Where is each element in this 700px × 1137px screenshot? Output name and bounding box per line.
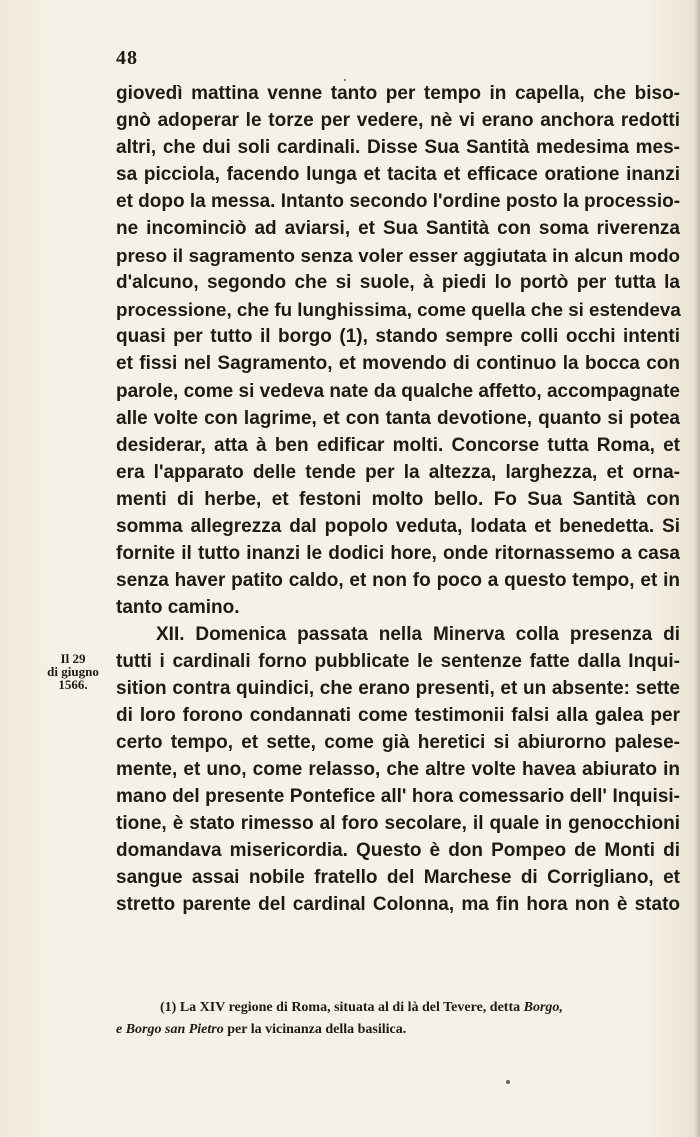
footnote-italic: Borgo, xyxy=(523,1000,563,1015)
text-line: mano del presente Pontefice all' hora comessario dell' Inquisi- xyxy=(116,786,680,808)
text-line: era l'apparato delle tende per la altezza, larghezza, et orna- xyxy=(116,461,680,483)
footnote-text: per la vicinanza della basilica. xyxy=(223,1022,407,1037)
text-line: stretto parente del cardinal Colonna, ma fin hora non è stato xyxy=(116,894,680,916)
text-line: parole, come si vedeva nate da qualche affetto, accompagnate xyxy=(116,380,680,402)
text-line: somma allegrezza dal popolo veduta, lodata et benedetta. Si xyxy=(116,515,680,537)
text-line: fornite il tutto inanzi le dodici hore, onde ritornassemo a casa xyxy=(116,542,680,564)
margin-date-note xyxy=(38,652,108,691)
margin-note-line: 1566. xyxy=(58,677,88,692)
text-line: d'alcuno, segondo che si suole, à piedi lo portò per tutta la xyxy=(116,272,680,294)
margin-note-line: Il 29 xyxy=(60,651,86,666)
text-line: tutti i cardinali forno pubblicate le sentenze fatte dalla Inqui- xyxy=(116,650,680,672)
footnote-line xyxy=(116,1019,680,1041)
text-line: certo tempo, et sette, come già heretici si abiurorno palese- xyxy=(116,732,680,754)
text-line: et dopo la messa. Intanto secondo l'ordine posto la processio- xyxy=(116,191,681,213)
paper-speck xyxy=(344,79,346,81)
text-line: menti di herbe, et festoni molto bello. Fo Sua Santità con xyxy=(116,488,680,510)
text-line: XII. Domenica passata nella Minerva colla presenza di xyxy=(156,623,680,645)
text-line: processione, che fu lunghissima, come quella che si estendeva xyxy=(116,299,681,321)
text-line: altri, che dui soli cardinali. Disse Sua Santità medesima mes- xyxy=(116,137,680,159)
margin-note-line: di giugno xyxy=(47,664,99,679)
text-line: preso il sagramento senza voler esser aggiutata in alcun modo xyxy=(116,245,680,267)
footnote-line xyxy=(116,997,680,1019)
text-line: sangue assai nobile fratello del Marchese di Corrigliano, et xyxy=(116,867,680,889)
footnote xyxy=(116,997,680,1041)
text-line: sa picciola, facendo lunga et tacita et efficace oratione inanzi xyxy=(116,164,680,186)
footnote-italic: e Borgo san Pietro xyxy=(116,1022,224,1037)
text-line: ne incominciò ad aviarsi, et Sua Santità con soma riverenza xyxy=(116,218,680,240)
text-line: mente, et uno, come relasso, che altre volte havea abiurato in xyxy=(116,759,680,781)
footnote-text: (1) La XIV regione di Roma, situata al di là del Tevere, detta xyxy=(160,1000,524,1015)
page-edge-shadow xyxy=(694,0,700,1137)
text-line: desiderar, atta à ben edificar molti. Concorse tutta Roma, et xyxy=(116,434,680,456)
main-text-block xyxy=(116,80,680,918)
text-line: tanto camino. xyxy=(116,596,240,618)
text-line: alle volte con lagrime, et con tanta devotione, quanto si potea xyxy=(116,407,680,429)
text-line: senza haver patito caldo, et non fo poco a questo tempo, et in xyxy=(116,569,680,591)
text-line: tione, è stato rimesso al foro secolare, il quale in genocchioni xyxy=(116,813,680,835)
text-line: domandava misericordia. Questo è don Pompeo de Monti di xyxy=(116,840,680,862)
text-line: quasi per tutto il borgo (1), stando sempre colli occhi intenti xyxy=(116,326,680,348)
text-line: di loro forono condannati come testimonii falsi alla galea per xyxy=(116,705,680,727)
text-line: gnò adoperar le torze per vedere, nè vi erano anchora redotti xyxy=(116,110,680,132)
page-number: 48 xyxy=(116,47,138,69)
paper-speck xyxy=(506,1080,510,1084)
text-line: et fissi nel Sagramento, et movendo di continuo la bocca con xyxy=(116,353,680,375)
text-line: sition contra quindici, che erano presenti, et un absente: sette xyxy=(116,678,680,700)
text-line: giovedì mattina venne tanto per tempo in capella, che biso- xyxy=(116,83,680,104)
